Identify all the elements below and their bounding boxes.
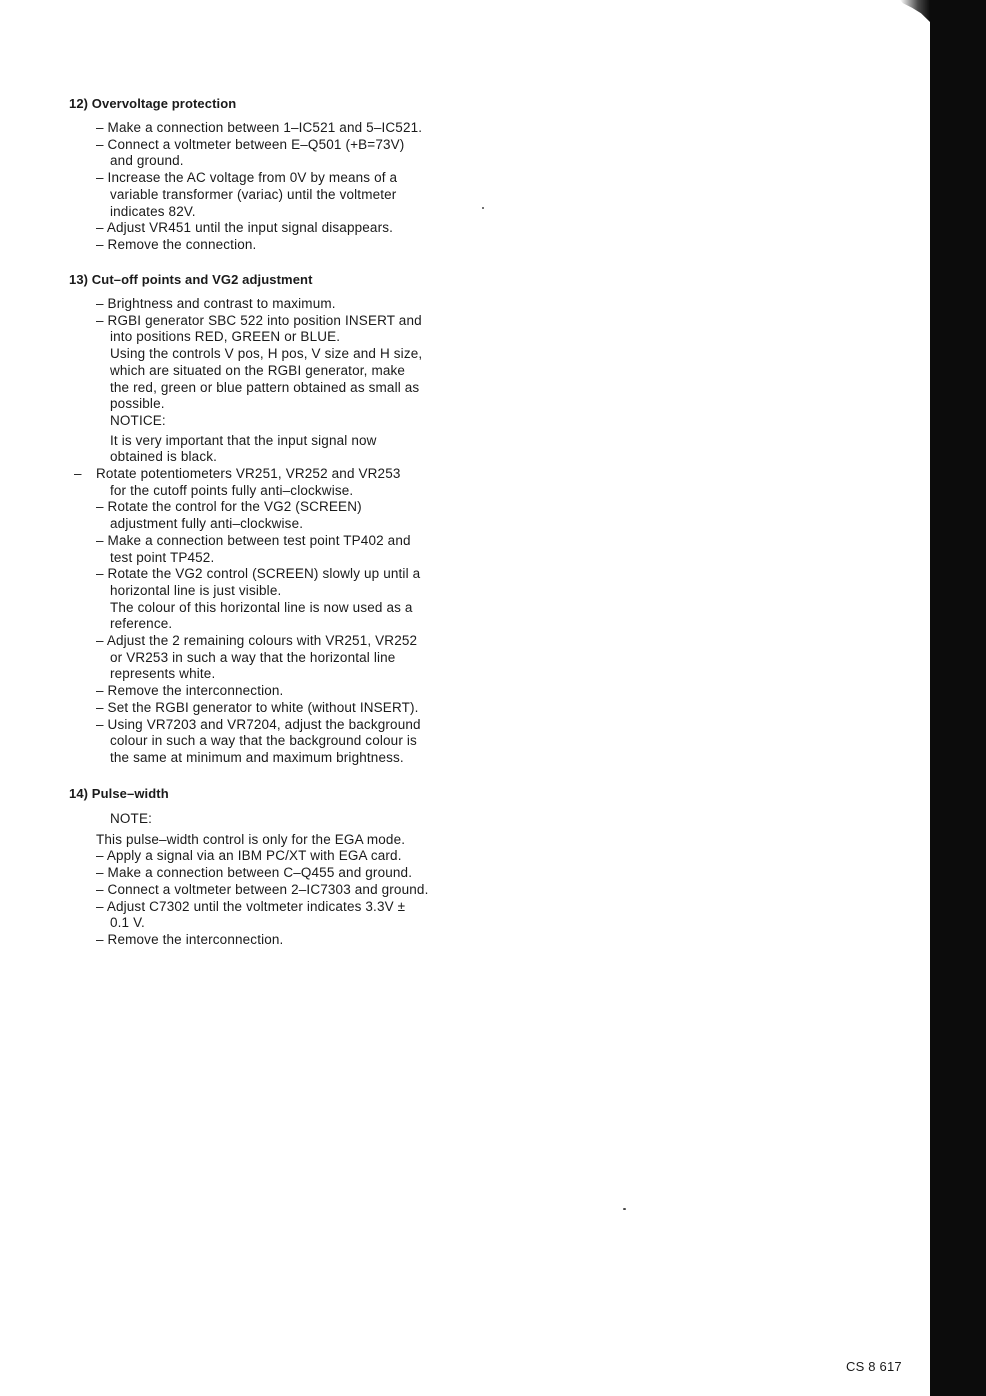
list-item: – Remove the connection. — [96, 236, 257, 252]
list-item: – Rotate the VG2 control (SCREEN) slowly up until a — [96, 566, 421, 582]
list-item: – Brightness and contrast to maximum. — [96, 296, 336, 311]
section-title-12: 12) Overvoltage protection — [69, 96, 237, 111]
list-item: – Make a connection between 1–IC521 and 5–IC521. — [96, 120, 423, 135]
list-item-continuation: and ground. — [110, 153, 184, 169]
list-item: – Connect a voltmeter between E–Q501 (+B=73V) — [96, 136, 405, 152]
list-item: – Adjust the 2 remaining colours with VR251, VR252 — [96, 633, 418, 649]
list-item-continuation: which are situated on the RGBI generator, make — [110, 362, 406, 378]
scan-speck — [623, 1208, 626, 1210]
list-item-continuation: reference. — [110, 616, 173, 632]
list-item: – Set the RGBI generator to white (without INSERT). — [96, 699, 419, 715]
list-item-continuation: or VR253 in such a way that the horizontal line — [110, 649, 396, 665]
list-item-continuation: 0.1 V. — [110, 915, 145, 931]
list-item: – Connect a voltmeter between 2–IC7303 and ground. — [96, 881, 429, 897]
section-title-14: 14) Pulse–width — [69, 786, 169, 801]
list-item: – Apply a signal via an IBM PC/XT with EGA card. — [96, 848, 402, 864]
list-item: – Increase the AC voltage from 0V by means of a — [96, 170, 398, 186]
section-title-13: 13) Cut–off points and VG2 adjustment — [69, 272, 313, 287]
scan-corner-mark — [900, 0, 930, 22]
dash-marker: – — [74, 466, 82, 482]
list-item: – Using VR7203 and VR7204, adjust the background — [96, 716, 421, 732]
notice-text: obtained is black. — [110, 449, 218, 465]
note-label: NOTE: — [110, 811, 153, 826]
list-item-continuation: adjustment fully anti–clockwise. — [110, 516, 304, 532]
list-item-continuation: indicates 82V. — [110, 203, 196, 219]
list-item-continuation: horizontal line is just visible. — [110, 582, 282, 598]
list-item-continuation: the red, green or blue pattern obtained as small as — [110, 379, 420, 395]
list-item: – Rotate potentiometers VR251, VR252 and VR253 — [74, 466, 401, 482]
list-item-continuation: colour in such a way that the background colour is — [110, 733, 417, 749]
list-item-continuation: for the cutoff points fully anti–clockwise. — [110, 482, 354, 498]
list-item: – Make a connection between C–Q455 and ground. — [96, 865, 413, 881]
list-item: – RGBI generator SBC 522 into position INSERT and — [96, 312, 422, 328]
list-item-continuation: the same at minimum and maximum brightness. — [110, 749, 404, 765]
section-12-list — [96, 120, 422, 254]
note-text: This pulse–width control is only for the EGA mode. — [96, 831, 406, 847]
scan-speck — [482, 207, 484, 209]
list-item: – Adjust C7302 until the voltmeter indicates 3.3V ± — [96, 898, 406, 914]
list-item-continuation: test point TP452. — [110, 549, 215, 565]
list-item: – Remove the interconnection. — [96, 931, 284, 947]
list-item-continuation: variable transformer (variac) until the voltmeter — [110, 186, 397, 202]
section-14-list — [96, 811, 428, 949]
page-code: CS 8 617 — [846, 1359, 902, 1374]
notice-text: It is very important that the input signal now — [110, 432, 377, 448]
section-13-list — [74, 296, 423, 767]
list-item: – Rotate the control for the VG2 (SCREEN) — [96, 499, 362, 515]
list-item: – Make a connection between test point TP402 and — [96, 532, 411, 548]
list-item: – Remove the interconnection. — [96, 683, 284, 699]
list-item-continuation: possible. — [110, 396, 165, 412]
notice-label: NOTICE: — [110, 412, 166, 428]
list-item-continuation: into positions RED, GREEN or BLUE. — [110, 329, 341, 345]
list-item-continuation: Using the controls V pos, H pos, V size and H size, — [110, 346, 423, 362]
list-item: – Adjust VR451 until the input signal disappears. — [96, 220, 394, 236]
scan-edge-bar — [930, 0, 986, 1396]
list-item-continuation: The colour of this horizontal line is now used as a — [110, 599, 413, 615]
list-item-continuation: represents white. — [110, 666, 216, 682]
